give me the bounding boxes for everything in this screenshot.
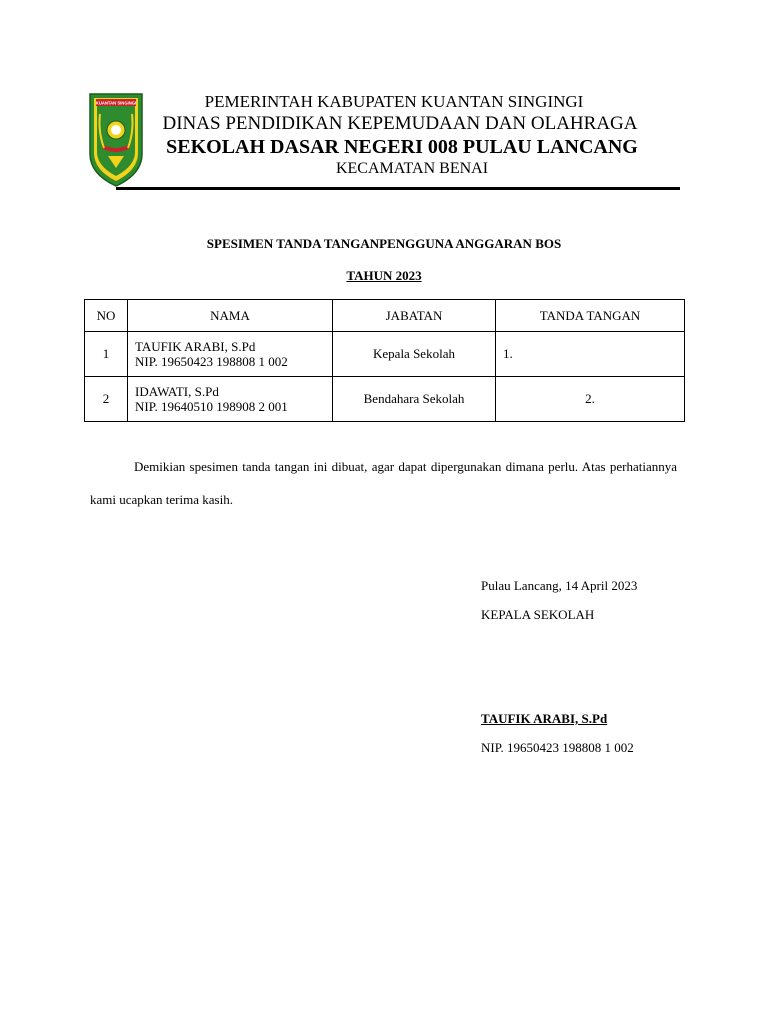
table-header-row [85,300,685,332]
letterhead-school: SEKOLAH DASAR NEGERI 008 PULAU LANCANG [166,136,638,158]
row-name-cell [128,377,333,422]
signature-place-date: Pulau Lancang, 14 April 2023 [481,578,638,593]
signature-role: KEPALA SEKOLAH [481,607,595,622]
signature-specimen-table [84,299,685,422]
row-position: Bendahara Sekolah [333,377,496,422]
row-number: 2 [85,377,128,422]
signatory-nip: NIP. 19650423 198808 1 002 [481,740,634,755]
closing-paragraph: Demikian spesimen tanda tangan ini dibuat, agar dapat dipergunakan dimana perlu. Atas perhatiannya kami ucapkan terima kasih. [90,459,677,507]
table-row [85,377,685,422]
column-header-signature: TANDA TANGAN [496,300,685,332]
row-position: Kepala Sekolah [333,332,496,377]
column-header-no: NO [85,300,128,332]
row-number: 1 [85,332,128,377]
row-nip: NIP. 19650423 198808 1 002 [135,354,288,369]
row-name: TAUFIK ARABI, S.Pd [135,339,256,354]
row-nip: NIP. 19640510 198908 2 001 [135,399,288,414]
row-name-cell [128,332,333,377]
column-header-position: JABATAN [333,300,496,332]
document-year: TAHUN 2023 [346,268,422,283]
table-row [85,332,685,377]
row-signature: 1. [496,332,685,377]
letterhead-government: PEMERINTAH KABUPATEN KUANTAN SINGINGI [204,92,584,111]
letterhead-department: DINAS PENDIDIKAN KEPEMUDAAN DAN OLAHRAGA [162,113,638,134]
regency-emblem-logo [88,92,144,188]
logo-banner-text: KUANTAN SINGINGI [95,100,137,106]
document-title: SPESIMEN TANDA TANGANPENGGUNA ANGGARAN BOS [206,236,562,251]
row-signature: 2. [496,377,685,422]
signatory-name: TAUFIK ARABI, S.Pd [481,711,608,726]
column-header-name: NAMA [128,300,333,332]
letterhead-district: KECAMATAN BENAI [335,160,489,177]
row-name: IDAWATI, S.Pd [135,384,219,399]
letterhead-divider [116,187,680,190]
